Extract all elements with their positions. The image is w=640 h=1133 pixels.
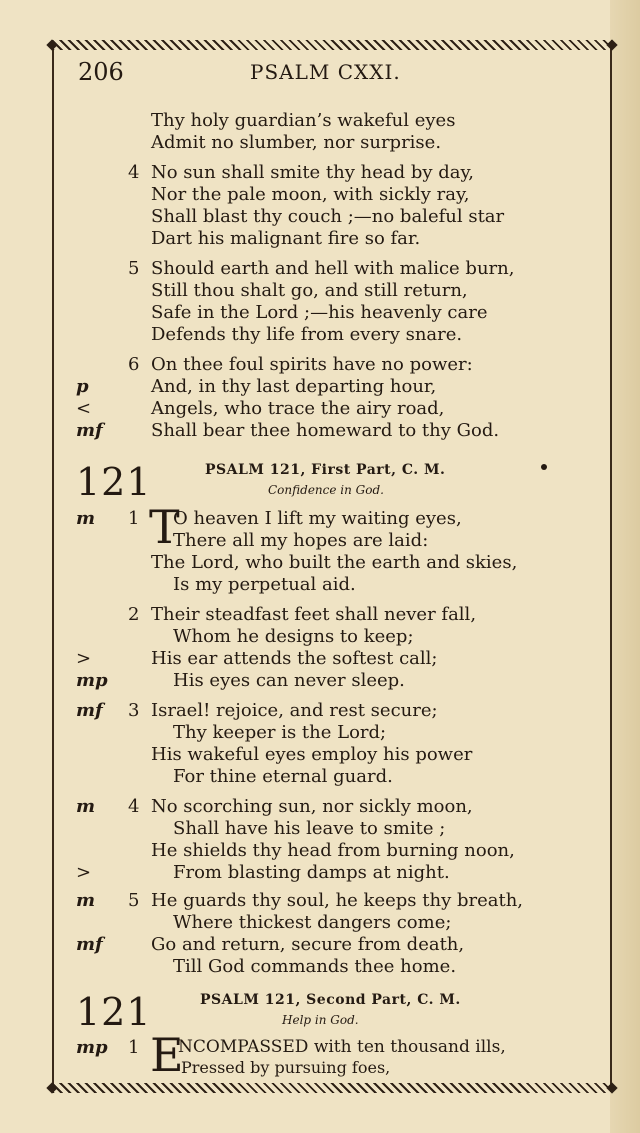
verse-line: Shall have his leave to smite ; [173, 818, 446, 839]
dynamic-marking: mp [76, 1037, 108, 1058]
top-ornamental-rule [52, 40, 612, 50]
verse-line: His eyes can never sleep. [173, 670, 405, 691]
page-number: 206 [78, 58, 124, 86]
verse-line: Go and return, secure from death, [151, 934, 465, 955]
verse-line: On thee foul spirits have no power: [151, 354, 473, 375]
running-head: PSALM CXXI. [250, 60, 401, 84]
verse-line: Whom he designs to keep; [173, 626, 414, 647]
stanza-number: 5 [128, 890, 140, 911]
verse-line: No scorching sun, nor sickly moon, [151, 796, 473, 817]
diamond-ornament [46, 1082, 57, 1093]
verse-line: From blasting damps at night. [173, 862, 450, 883]
verse-line: His ear attends the softest call; [151, 648, 438, 669]
verse-line: Should earth and hell with malice burn, [151, 258, 515, 279]
dynamic-marking: m [76, 796, 96, 817]
hymn-subtitle: Confidence in God. [268, 483, 384, 497]
verse-line: Where thickest dangers come; [173, 912, 452, 933]
verse-line: Shall blast thy couch ;—no baleful star [151, 206, 505, 227]
verse-line: Defends thy life from every snare. [151, 324, 463, 345]
stanza-number: 4 [128, 162, 140, 183]
hymn-number: 121 [76, 990, 152, 1034]
verse-line: There all my hopes are laid: [173, 530, 429, 551]
verse-line: Angels, who trace the airy road, [151, 398, 445, 419]
dynamic-marking: mp [76, 670, 108, 691]
bullet-mark [541, 464, 547, 470]
bottom-ornamental-rule [52, 1083, 612, 1093]
verse-line: Their steadfast feet shall never fall, [151, 604, 477, 625]
dynamic-marking: > [76, 862, 92, 883]
verse-line: Safe in the Lord ;—his heavenly care [151, 302, 488, 323]
stanza-number: 6 [128, 354, 140, 375]
stanza-number: 1 [128, 1037, 140, 1058]
verse-line: Dart his malignant fire so far. [151, 228, 421, 249]
verse-line: No sun shall smite thy head by day, [151, 162, 475, 183]
page-edge [610, 0, 640, 1133]
verse-line: Israel! rejoice, and rest secure; [151, 700, 438, 721]
stanza-number: 3 [128, 700, 140, 721]
verse-line: Thy holy guardian’s wakeful eyes [151, 110, 456, 131]
hymn-title: PSALM 121, First Part, C. M. [205, 462, 446, 478]
stanza-number: 4 [128, 796, 140, 817]
dynamic-marking: p [76, 376, 89, 397]
dynamic-marking: mf [76, 934, 103, 955]
dynamic-marking: > [76, 648, 92, 669]
verse-line: O heaven I lift my waiting eyes, [173, 508, 462, 529]
diamond-ornament [46, 39, 57, 50]
verse-line: Thy keeper is the Lord; [173, 722, 387, 743]
verse-line: Shall bear thee homeward to thy God. [151, 420, 500, 441]
dynamic-marking: m [76, 508, 96, 529]
stanza-number: 2 [128, 604, 140, 625]
verse-line: He shields thy head from burning noon, [151, 840, 515, 861]
stanza-number: 1 [128, 508, 140, 529]
hymn-title: PSALM 121, Second Part, C. M. [200, 992, 461, 1008]
dynamic-marking: < [76, 398, 92, 419]
verse-line: Nor the pale moon, with sickly ray, [151, 184, 470, 205]
verse-line: And, in thy last departing hour, [151, 376, 437, 397]
drop-cap: E [150, 1028, 184, 1082]
verse-line: His wakeful eyes employ his power [151, 744, 473, 765]
stanza-number: 5 [128, 258, 140, 279]
verse-line: For thine eternal guard. [173, 766, 393, 787]
verse-line: Still thou shalt go, and still return, [151, 280, 468, 301]
drop-cap: T [149, 500, 180, 554]
dynamic-marking: mf [76, 700, 103, 721]
hymn-number: 121 [76, 460, 152, 504]
verse-line: Is my perpetual aid. [173, 574, 356, 595]
verse-line: The Lord, who built the earth and skies, [151, 552, 518, 573]
dynamic-marking: m [76, 890, 96, 911]
verse-line: He guards thy soul, he keeps thy breath, [151, 890, 524, 911]
dynamic-marking: mf [76, 420, 103, 441]
verse-line: NCOMPASSED with ten thousand ills, [178, 1037, 506, 1057]
verse-line: Admit no slumber, nor surprise. [151, 132, 442, 153]
hymn-subtitle: Help in God. [282, 1013, 359, 1027]
verse-line: Till God commands thee home. [173, 956, 457, 977]
verse-line: Pressed by pursuing foes, [181, 1058, 391, 1077]
